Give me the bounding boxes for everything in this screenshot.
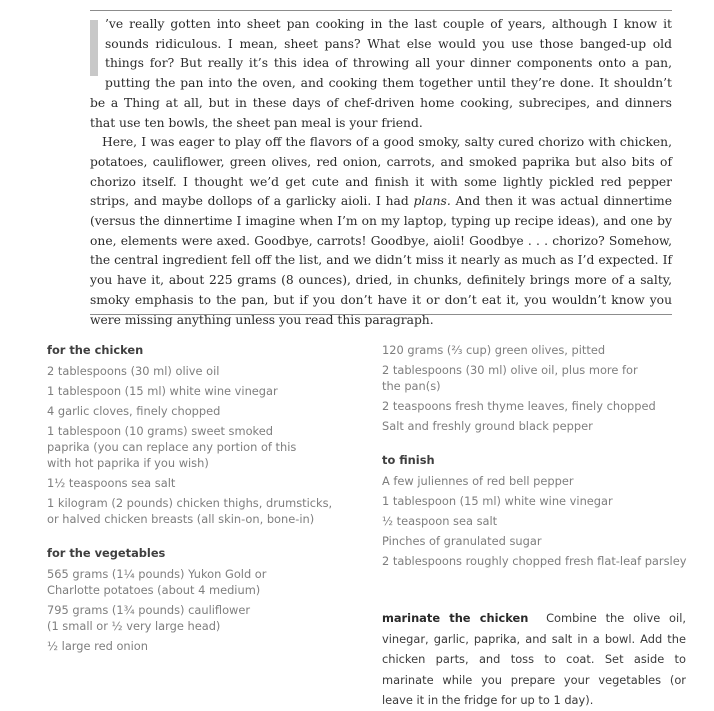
method-step-text: Combine the olive oil, vinegar, garlic, paprika, and salt in a bowl. Add the chicken parts, and toss to coat. Set aside to marinate while you prepare your vegetables (or leave it in the fridge for up to 1 day). — [382, 611, 686, 707]
ingredient-line: 120 grams (⅔ cup) green olives, pitted — [382, 343, 606, 357]
ingredient-line: Salt and freshly ground black pepper — [382, 419, 593, 433]
bottom-rule — [90, 314, 672, 315]
ingredient-line: A few juliennes of red bell pepper — [382, 474, 574, 488]
intro-paragraph-2: Here, I was eager to play off the flavors of a good smoky, salty cured chorizo with chicken, potatoes, cauliflower, green olives, red onion, carrots, and smoked paprika but also bits of chorizo itself. I thought we’d get cute and finish it with some lightly pickled red pepper strips, and maybe dollops of a garlicky aioli. I had plans. And then it was actual dinnertime (versus the dinnertime I imagine when I’m on my laptop, typing up recipe ideas), and one by one, elements were axed. Goodbye, carrots! Goodbye, aioli! Goodbye . . . chorizo? Somehow, the central ingredient fell off the list, and we didn’t miss it nearly as much as I’d expected. If you have it, about 225 grams (8 ounces), dried, in chunks, definitely brings more of a salty, smoky emphasis to the pan, but if you don’t have it or don’t eat it, you wouldn’t know you were missing anything unless you read this paragraph. — [90, 135, 672, 327]
ingredient-line: 1 tablespoon (15 ml) white wine vinegar — [47, 384, 278, 398]
ingredient-line: 2 tablespoons (30 ml) olive oil — [47, 364, 220, 378]
emphasis-plans: plans. — [413, 194, 451, 209]
ingredient-line: 1½ teaspoons sea salt — [47, 476, 176, 490]
top-rule — [90, 10, 672, 11]
intro-text — [90, 15, 672, 330]
drop-cap-I — [90, 20, 98, 76]
method-step-lead: marinate the chicken — [382, 611, 529, 625]
ingredient-line: Pinches of granulated sugar — [382, 534, 542, 548]
ingredients-column-left — [47, 342, 347, 658]
ingredient-line: 1 kilogram (2 pounds) chicken thighs, drumsticks, or halved chicken breasts (all skin-on, bone-in) — [47, 496, 333, 526]
finish-heading: to finish — [382, 453, 435, 467]
ingredient-line: 1 tablespoon (15 ml) white wine vinegar — [382, 494, 613, 508]
vegetables-heading: for the vegetables — [47, 546, 166, 560]
ingredient-line: ½ large red onion — [47, 639, 148, 653]
ingredient-line: ½ teaspoon sea salt — [382, 514, 498, 528]
ingredient-line: 795 grams (1¾ pounds) cauliflower (1 small or ½ very large head) — [47, 603, 251, 633]
method-step-marinate — [382, 608, 686, 711]
ingredient-line: 2 tablespoons (30 ml) olive oil, plus more for the pan(s) — [382, 363, 638, 393]
intro-paragraph-1: ’ve really gotten into sheet pan cooking in the last couple of years, although I know it sounds ridiculous. I mean, sheet pans? What else would you use those banged-up old things for? But really it’s this idea of throwing all your dinner components onto a pan, putting the pan into the oven, and cooking them together until they’re done. It shouldn’t be a Thing at all, but in these days of chef-driven home cooking, subrecipes, and dinners that use ten bowls, the sheet pan meal is your friend. — [90, 17, 672, 130]
ingredient-line: 1 tablespoon (10 grams) sweet smoked paprika (you can replace any portion of this with hot paprika if you wish) — [47, 424, 297, 470]
ingredient-line: 4 garlic cloves, finely chopped — [47, 404, 221, 418]
ingredient-line: 2 tablespoons roughly chopped fresh flat-leaf parsley — [382, 554, 687, 568]
ingredient-line: 2 teaspoons fresh thyme leaves, finely chopped — [382, 399, 656, 413]
ingredients-column-right — [382, 342, 692, 573]
ingredient-line: 565 grams (1¼ pounds) Yukon Gold or Charlotte potatoes (about 4 medium) — [47, 567, 267, 597]
chicken-heading: for the chicken — [47, 343, 144, 357]
